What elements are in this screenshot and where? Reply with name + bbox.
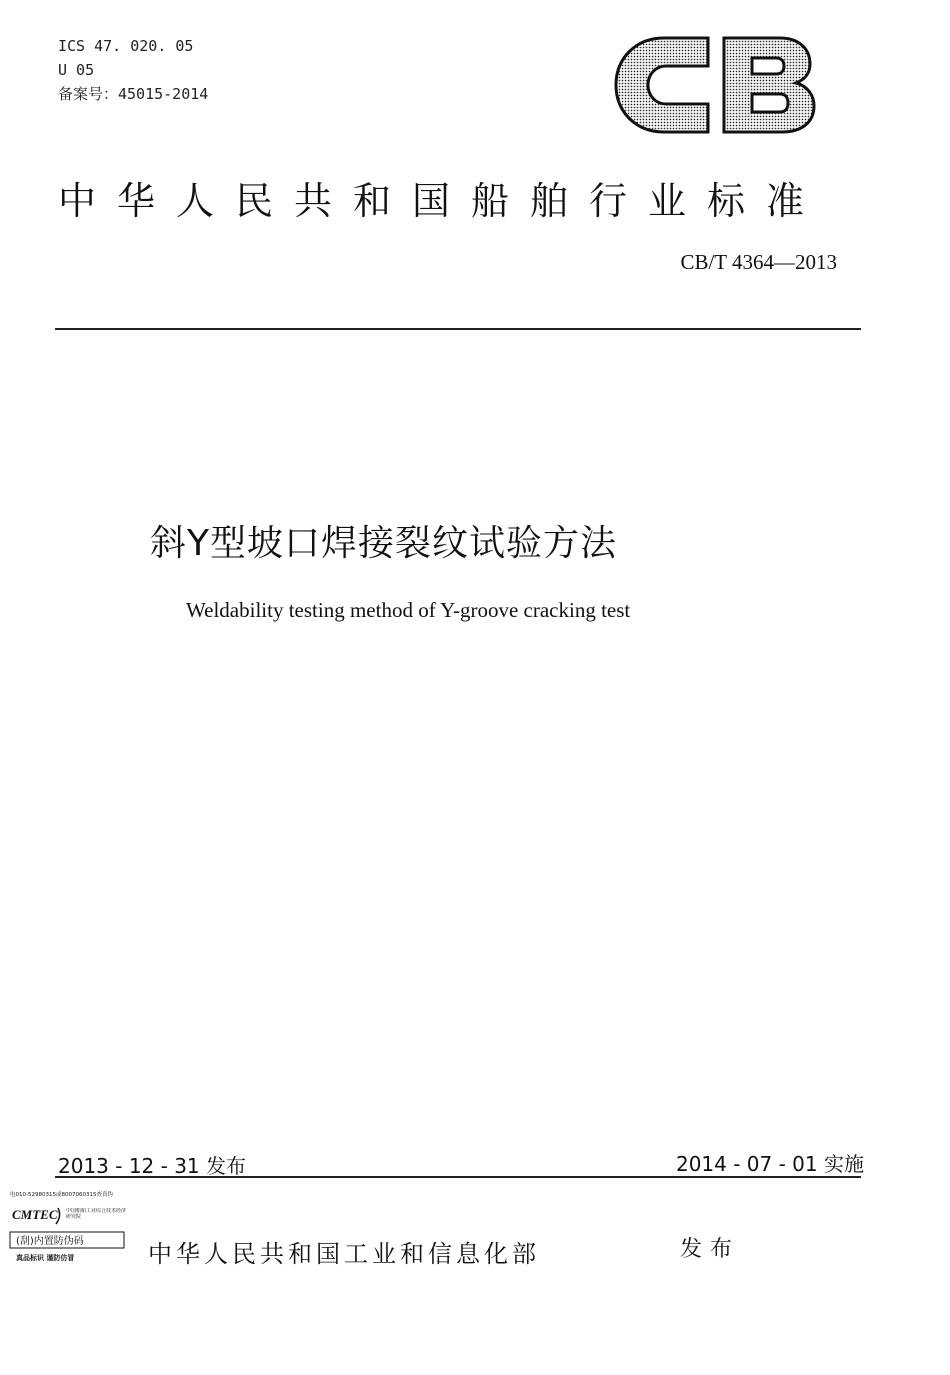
stamp-code-label: (刮)内置防伪码 xyxy=(16,1236,84,1247)
ics-code: ICS 47. 020. 05 xyxy=(58,37,194,55)
publisher-name: 中华人民共和国工业和信息化部 xyxy=(148,1240,540,1268)
document-title-english: Weldability testing method of Y-groove cracking test xyxy=(186,598,631,622)
stamp-org: 中国船舶工业综合技术经济研究院 xyxy=(66,1208,126,1220)
stamp-brand: CMTEC xyxy=(12,1207,58,1222)
filing-number: 备案号：45015-2014 xyxy=(58,85,209,103)
industry-standard-heading: 中华人民共和国船舶行业标准 xyxy=(58,179,826,223)
stamp-footer: 真品标识 谨防仿冒 xyxy=(16,1254,75,1262)
implementation-date: 2014 - 07 - 01 实施 xyxy=(675,1152,864,1176)
footer-divider xyxy=(55,1176,861,1178)
ccs-code: U 05 xyxy=(58,61,95,79)
document-title-chinese: 斜Y型坡口焊接裂纹试验方法 xyxy=(150,523,617,564)
publish-label: 发布 xyxy=(680,1237,741,1262)
stamp-phone-line: 电010-52980315或8007060315查真伪 xyxy=(10,1192,113,1198)
header-divider xyxy=(55,328,861,330)
cb-logo xyxy=(612,34,817,136)
anti-counterfeit-stamp xyxy=(8,1186,136,1268)
standard-number: CB/T 4364—2013 xyxy=(680,250,837,274)
document-metadata xyxy=(58,34,208,106)
issue-date: 2013 - 12 - 31 发布 xyxy=(58,1154,247,1178)
